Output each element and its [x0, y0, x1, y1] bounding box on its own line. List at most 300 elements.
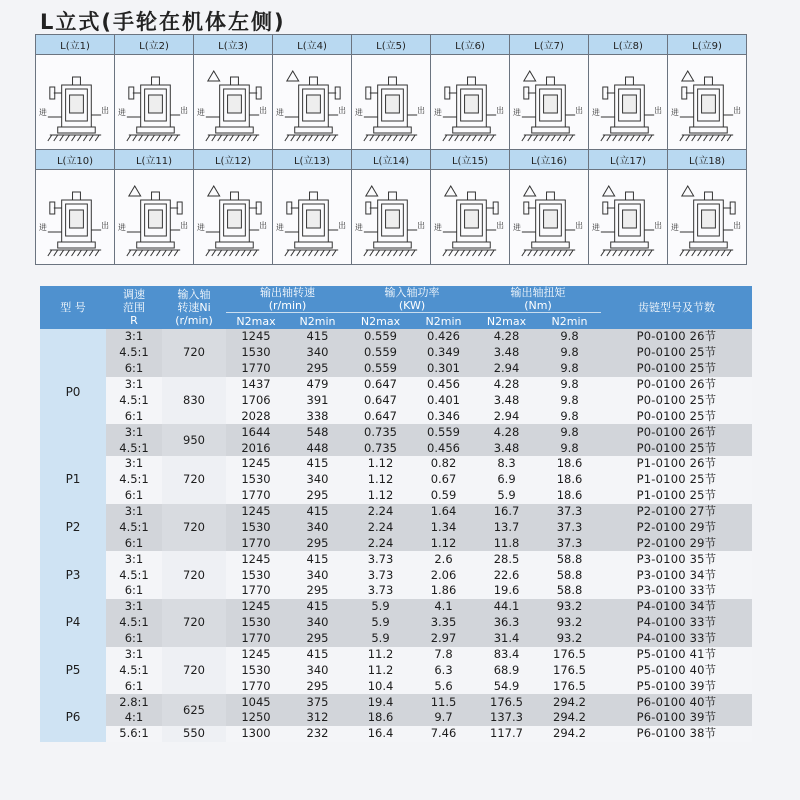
- input-label: 进: [670, 107, 679, 118]
- output-torque-max-cell: 83.4: [475, 647, 538, 663]
- table-row: [40, 361, 752, 377]
- input-power-min-cell: 3.35: [412, 615, 475, 631]
- table-row: [40, 424, 752, 440]
- output-speed-max-cell: 1530: [226, 615, 286, 631]
- input-power-min-cell: 0.349: [412, 345, 475, 361]
- input-speed-cell: 550: [162, 726, 226, 742]
- gearbox-diagram-icon: [115, 170, 193, 264]
- ratio-cell: 3:1: [106, 504, 162, 520]
- input-label: 进: [38, 107, 47, 118]
- input-speed-cell: 720: [162, 504, 226, 552]
- model-cell: P4: [40, 599, 106, 647]
- output-torque-max-cell: 19.6: [475, 583, 538, 599]
- output-label: 出: [259, 105, 268, 116]
- ratio-cell: 4.5:1: [106, 662, 162, 678]
- table-row: [40, 377, 752, 393]
- gearbox-diagram-icon: [352, 170, 430, 264]
- input-label: 进: [196, 107, 205, 118]
- output-speed-max-cell: 1245: [226, 599, 286, 615]
- output-speed-min-cell: 340: [286, 520, 349, 536]
- input-power-max-cell: 1.12: [349, 488, 412, 504]
- input-speed-cell: 720: [162, 647, 226, 695]
- output-speed-max-cell: 1250: [226, 710, 286, 726]
- output-torque-min-cell: 176.5: [538, 662, 601, 678]
- input-power-max-cell: 10.4: [349, 678, 412, 694]
- output-torque-max-cell: 6.9: [475, 472, 538, 488]
- input-power-min-cell: 7.8: [412, 647, 475, 663]
- output-speed-min-cell: 295: [286, 631, 349, 647]
- table-row: [40, 393, 752, 409]
- output-speed-min-cell: 232: [286, 726, 349, 742]
- table-row: [40, 599, 752, 615]
- output-speed-max-cell: 1770: [226, 678, 286, 694]
- gearbox-diagram-icon: [668, 170, 746, 264]
- output-speed-min-cell: 415: [286, 551, 349, 567]
- input-speed-cell: 720: [162, 551, 226, 599]
- header-model: 型 号: [40, 286, 106, 329]
- mounting-position-diagram: [36, 55, 115, 150]
- header-output-speed: 输出轴转速 (r/min): [226, 286, 349, 313]
- output-speed-max-cell: 1245: [226, 456, 286, 472]
- input-label: 进: [117, 107, 126, 118]
- chain-spec-cell: P0-0100 25节: [601, 440, 752, 456]
- gearbox-diagram-icon: [36, 55, 114, 149]
- input-power-min-cell: 0.346: [412, 408, 475, 424]
- input-power-max-cell: 3.73: [349, 551, 412, 567]
- input-power-max-cell: 16.4: [349, 726, 412, 742]
- input-power-max-cell: 5.9: [349, 615, 412, 631]
- input-label: 进: [354, 222, 363, 233]
- mounting-position-diagram: [668, 55, 747, 150]
- gearbox-diagram-icon: [194, 55, 272, 149]
- output-label: 出: [417, 105, 426, 116]
- header-output-torque: 输出轴扭矩 (Nm): [475, 286, 601, 313]
- input-label: 进: [591, 222, 600, 233]
- output-torque-min-cell: 9.8: [538, 345, 601, 361]
- table-row: [40, 694, 752, 710]
- output-speed-min-cell: 295: [286, 583, 349, 599]
- chain-spec-cell: P2-0100 27节: [601, 504, 752, 520]
- input-power-max-cell: 5.9: [349, 599, 412, 615]
- output-torque-max-cell: 117.7: [475, 726, 538, 742]
- input-power-max-cell: 0.647: [349, 377, 412, 393]
- output-torque-min-cell: 294.2: [538, 694, 601, 710]
- output-torque-max-cell: 2.94: [475, 361, 538, 377]
- mounting-position-label: L(立16): [510, 150, 589, 170]
- mounting-position-diagram: [589, 55, 668, 150]
- table-row: [40, 440, 752, 456]
- gearbox-diagram-icon: [273, 55, 351, 149]
- input-power-min-cell: 0.401: [412, 393, 475, 409]
- ratio-cell: 5.6:1: [106, 726, 162, 742]
- mounting-position-diagram: [273, 170, 352, 265]
- output-torque-min-cell: 93.2: [538, 599, 601, 615]
- chain-spec-cell: P0-0100 25节: [601, 408, 752, 424]
- ratio-cell: 6:1: [106, 678, 162, 694]
- table-row: [40, 615, 752, 631]
- output-speed-max-cell: 1245: [226, 647, 286, 663]
- mounting-position-label: L(立14): [352, 150, 431, 170]
- input-power-min-cell: 0.67: [412, 472, 475, 488]
- input-label: 进: [512, 222, 521, 233]
- input-power-max-cell: 0.735: [349, 440, 412, 456]
- input-power-max-cell: 2.24: [349, 504, 412, 520]
- output-label: 出: [654, 220, 663, 231]
- mounting-position-diagram: [668, 170, 747, 265]
- input-power-max-cell: 2.24: [349, 520, 412, 536]
- chain-spec-cell: P5-0100 39节: [601, 678, 752, 694]
- input-power-min-cell: 9.7: [412, 710, 475, 726]
- ratio-cell: 6:1: [106, 361, 162, 377]
- input-power-max-cell: 3.73: [349, 583, 412, 599]
- output-torque-max-cell: 4.28: [475, 424, 538, 440]
- output-label: 出: [101, 220, 110, 231]
- output-speed-max-cell: 1770: [226, 631, 286, 647]
- output-torque-max-cell: 176.5: [475, 694, 538, 710]
- output-speed-min-cell: 415: [286, 647, 349, 663]
- ratio-cell: 4.5:1: [106, 393, 162, 409]
- output-torque-max-cell: 44.1: [475, 599, 538, 615]
- gearbox-diagram-icon: [510, 170, 588, 264]
- mounting-position-diagram: [352, 55, 431, 150]
- output-torque-min-cell: 9.8: [538, 377, 601, 393]
- input-power-min-cell: 0.59: [412, 488, 475, 504]
- input-power-max-cell: 3.73: [349, 567, 412, 583]
- mounting-position-label: L(立3): [194, 35, 273, 55]
- output-label: 出: [496, 105, 505, 116]
- output-speed-min-cell: 312: [286, 710, 349, 726]
- input-power-max-cell: 5.9: [349, 631, 412, 647]
- output-speed-max-cell: 1045: [226, 694, 286, 710]
- mounting-position-label: L(立11): [115, 150, 194, 170]
- mounting-position-diagram: [194, 55, 273, 150]
- gearbox-diagram-icon: [589, 170, 667, 264]
- table-row: [40, 662, 752, 678]
- output-speed-min-cell: 340: [286, 662, 349, 678]
- chain-spec-cell: P3-0100 34节: [601, 567, 752, 583]
- input-label: 进: [117, 222, 126, 233]
- output-speed-max-cell: 2028: [226, 408, 286, 424]
- output-label: 出: [654, 105, 663, 116]
- ratio-cell: 3:1: [106, 456, 162, 472]
- output-torque-min-cell: 18.6: [538, 488, 601, 504]
- output-label: 出: [180, 220, 189, 231]
- mounting-position-diagram: [510, 55, 589, 150]
- chain-spec-cell: P4-0100 33节: [601, 631, 752, 647]
- input-power-max-cell: 0.647: [349, 393, 412, 409]
- output-speed-max-cell: 2016: [226, 440, 286, 456]
- output-torque-min-cell: 9.8: [538, 329, 601, 345]
- header-speed-n2min: N2min: [286, 313, 349, 330]
- output-torque-max-cell: 4.28: [475, 329, 538, 345]
- gearbox-diagram-icon: [668, 55, 746, 149]
- output-speed-min-cell: 340: [286, 567, 349, 583]
- ratio-cell: 6:1: [106, 488, 162, 504]
- output-torque-min-cell: 294.2: [538, 726, 601, 742]
- chain-spec-cell: P1-0100 25节: [601, 488, 752, 504]
- output-torque-max-cell: 16.7: [475, 504, 538, 520]
- input-power-min-cell: 2.6: [412, 551, 475, 567]
- input-label: 进: [38, 222, 47, 233]
- gearbox-diagram-icon: [352, 55, 430, 149]
- gearbox-diagram-icon: [510, 55, 588, 149]
- header-chain: 齿链型号及节数: [601, 286, 752, 329]
- ratio-cell: 3:1: [106, 599, 162, 615]
- header-power-n2max: N2max: [349, 313, 412, 330]
- input-power-min-cell: 6.3: [412, 662, 475, 678]
- output-torque-min-cell: 37.3: [538, 504, 601, 520]
- mounting-position-diagram: [194, 170, 273, 265]
- mounting-position-label: L(立18): [668, 150, 747, 170]
- input-label: 进: [512, 107, 521, 118]
- input-power-min-cell: 5.6: [412, 678, 475, 694]
- output-speed-max-cell: 1530: [226, 345, 286, 361]
- chain-spec-cell: P0-0100 25节: [601, 361, 752, 377]
- table-row: [40, 583, 752, 599]
- table-row: [40, 504, 752, 520]
- input-label: 进: [591, 107, 600, 118]
- output-torque-max-cell: 3.48: [475, 440, 538, 456]
- input-power-min-cell: 0.426: [412, 329, 475, 345]
- chain-spec-cell: P3-0100 33节: [601, 583, 752, 599]
- mounting-position-label: L(立13): [273, 150, 352, 170]
- output-label: 出: [338, 105, 347, 116]
- table-row: [40, 472, 752, 488]
- input-label: 进: [196, 222, 205, 233]
- output-torque-min-cell: 37.3: [538, 535, 601, 551]
- output-label: 出: [101, 105, 110, 116]
- output-label: 出: [259, 220, 268, 231]
- header-input-speed: 输入轴 转速Ni (r/min): [162, 286, 226, 329]
- mounting-position-diagram: [36, 170, 115, 265]
- header-torque-n2max: N2max: [475, 313, 538, 330]
- input-power-max-cell: 0.559: [349, 345, 412, 361]
- ratio-cell: 4.5:1: [106, 615, 162, 631]
- page-title: L立式(手轮在机体左侧): [40, 10, 286, 34]
- input-power-min-cell: 11.5: [412, 694, 475, 710]
- input-power-max-cell: 1.12: [349, 456, 412, 472]
- ratio-cell: 6:1: [106, 408, 162, 424]
- chain-spec-cell: P5-0100 40节: [601, 662, 752, 678]
- ratio-cell: 3:1: [106, 647, 162, 663]
- output-speed-max-cell: 1245: [226, 551, 286, 567]
- input-power-min-cell: 2.97: [412, 631, 475, 647]
- output-torque-max-cell: 4.28: [475, 377, 538, 393]
- input-label: 进: [433, 222, 442, 233]
- ratio-cell: 4.5:1: [106, 345, 162, 361]
- output-label: 出: [496, 220, 505, 231]
- ratio-cell: 3:1: [106, 329, 162, 345]
- mounting-position-diagram: [352, 170, 431, 265]
- output-torque-max-cell: 22.6: [475, 567, 538, 583]
- ratio-cell: 3:1: [106, 377, 162, 393]
- input-power-min-cell: 0.456: [412, 377, 475, 393]
- output-torque-min-cell: 9.8: [538, 424, 601, 440]
- table-row: [40, 488, 752, 504]
- output-torque-min-cell: 9.8: [538, 361, 601, 377]
- output-torque-max-cell: 28.5: [475, 551, 538, 567]
- chain-spec-cell: P0-0100 26节: [601, 329, 752, 345]
- output-speed-min-cell: 295: [286, 535, 349, 551]
- output-speed-max-cell: 1770: [226, 488, 286, 504]
- output-speed-min-cell: 415: [286, 456, 349, 472]
- input-power-min-cell: 2.06: [412, 567, 475, 583]
- output-speed-max-cell: 1437: [226, 377, 286, 393]
- input-power-min-cell: 4.1: [412, 599, 475, 615]
- output-torque-min-cell: 58.8: [538, 567, 601, 583]
- mounting-position-label: L(立6): [431, 35, 510, 55]
- output-torque-min-cell: 18.6: [538, 472, 601, 488]
- output-torque-max-cell: 2.94: [475, 408, 538, 424]
- table-row: [40, 520, 752, 536]
- mounting-position-diagram: [431, 170, 510, 265]
- table-row: [40, 408, 752, 424]
- output-speed-min-cell: 340: [286, 472, 349, 488]
- output-speed-max-cell: 1300: [226, 726, 286, 742]
- mounting-position-label: L(立10): [36, 150, 115, 170]
- table-row: [40, 345, 752, 361]
- chain-spec-cell: P6-0100 38节: [601, 726, 752, 742]
- output-speed-min-cell: 295: [286, 488, 349, 504]
- output-torque-min-cell: 294.2: [538, 710, 601, 726]
- output-speed-max-cell: 1530: [226, 662, 286, 678]
- mounting-position-label: L(立5): [352, 35, 431, 55]
- output-torque-max-cell: 68.9: [475, 662, 538, 678]
- output-speed-max-cell: 1770: [226, 535, 286, 551]
- output-torque-max-cell: 8.3: [475, 456, 538, 472]
- ratio-cell: 6:1: [106, 535, 162, 551]
- output-speed-min-cell: 295: [286, 361, 349, 377]
- chain-spec-cell: P2-0100 29节: [601, 535, 752, 551]
- output-speed-max-cell: 1770: [226, 361, 286, 377]
- gearbox-diagram-icon: [194, 170, 272, 264]
- gearbox-diagram-icon: [36, 170, 114, 264]
- input-power-max-cell: 19.4: [349, 694, 412, 710]
- output-torque-max-cell: 137.3: [475, 710, 538, 726]
- output-label: 出: [733, 220, 742, 231]
- table-row: [40, 551, 752, 567]
- gearbox-diagram-icon: [115, 55, 193, 149]
- input-speed-cell: 950: [162, 424, 226, 456]
- chain-spec-cell: P6-0100 39节: [601, 710, 752, 726]
- ratio-cell: 4.5:1: [106, 520, 162, 536]
- output-torque-min-cell: 9.8: [538, 393, 601, 409]
- output-torque-max-cell: 5.9: [475, 488, 538, 504]
- chain-spec-cell: P1-0100 25节: [601, 472, 752, 488]
- input-label: 进: [433, 107, 442, 118]
- chain-spec-cell: P4-0100 34节: [601, 599, 752, 615]
- output-speed-max-cell: 1770: [226, 583, 286, 599]
- header-input-power: 输入轴功率 (KW): [349, 286, 475, 313]
- input-label: 进: [670, 222, 679, 233]
- input-power-min-cell: 0.301: [412, 361, 475, 377]
- input-speed-cell: 625: [162, 694, 226, 726]
- output-label: 出: [575, 220, 584, 231]
- ratio-cell: 4:1: [106, 710, 162, 726]
- table-row: [40, 647, 752, 663]
- output-speed-min-cell: 375: [286, 694, 349, 710]
- gearbox-diagram-icon: [589, 55, 667, 149]
- chain-spec-cell: P0-0100 25节: [601, 393, 752, 409]
- input-speed-cell: 720: [162, 456, 226, 504]
- mounting-position-label: L(立7): [510, 35, 589, 55]
- output-torque-max-cell: 13.7: [475, 520, 538, 536]
- input-power-max-cell: 1.12: [349, 472, 412, 488]
- chain-spec-cell: P3-0100 35节: [601, 551, 752, 567]
- chain-spec-cell: P4-0100 33节: [601, 615, 752, 631]
- mounting-position-label: L(立12): [194, 150, 273, 170]
- output-speed-min-cell: 415: [286, 504, 349, 520]
- output-speed-min-cell: 340: [286, 345, 349, 361]
- output-torque-min-cell: 18.6: [538, 456, 601, 472]
- output-speed-min-cell: 391: [286, 393, 349, 409]
- ratio-cell: 4.5:1: [106, 567, 162, 583]
- chain-spec-cell: P5-0100 41节: [601, 647, 752, 663]
- input-power-min-cell: 0.82: [412, 456, 475, 472]
- table-row: [40, 567, 752, 583]
- gearbox-diagram-icon: [431, 170, 509, 264]
- output-label: 出: [575, 105, 584, 116]
- table-row: [40, 329, 752, 345]
- input-power-min-cell: 1.12: [412, 535, 475, 551]
- table-row: [40, 678, 752, 694]
- mounting-position-diagram: [589, 170, 668, 265]
- output-speed-min-cell: 340: [286, 615, 349, 631]
- mounting-position-diagram: [510, 170, 589, 265]
- ratio-cell: 6:1: [106, 631, 162, 647]
- output-speed-max-cell: 1530: [226, 520, 286, 536]
- gearbox-diagram-icon: [431, 55, 509, 149]
- mounting-position-label: L(立1): [36, 35, 115, 55]
- input-label: 进: [275, 222, 284, 233]
- output-speed-max-cell: 1530: [226, 567, 286, 583]
- output-torque-max-cell: 54.9: [475, 678, 538, 694]
- mounting-position-diagram: [431, 55, 510, 150]
- model-cell: P6: [40, 694, 106, 742]
- ratio-cell: 4.5:1: [106, 440, 162, 456]
- output-speed-max-cell: 1706: [226, 393, 286, 409]
- table-row: [40, 710, 752, 726]
- mounting-position-label: L(立15): [431, 150, 510, 170]
- output-speed-min-cell: 295: [286, 678, 349, 694]
- ratio-cell: 3:1: [106, 424, 162, 440]
- model-cell: P2: [40, 504, 106, 552]
- mounting-position-label: L(立17): [589, 150, 668, 170]
- input-label: 进: [275, 107, 284, 118]
- input-label: 进: [354, 107, 363, 118]
- ratio-cell: 2.8:1: [106, 694, 162, 710]
- mounting-position-diagram: [273, 55, 352, 150]
- input-speed-cell: 720: [162, 599, 226, 647]
- output-torque-min-cell: 176.5: [538, 647, 601, 663]
- output-torque-min-cell: 58.8: [538, 551, 601, 567]
- input-power-max-cell: 11.2: [349, 647, 412, 663]
- chain-spec-cell: P6-0100 40节: [601, 694, 752, 710]
- input-power-min-cell: 1.34: [412, 520, 475, 536]
- input-speed-cell: 720: [162, 329, 226, 377]
- model-cell: P1: [40, 456, 106, 504]
- mounting-position-diagram: [115, 170, 194, 265]
- table-row: [40, 631, 752, 647]
- input-power-max-cell: 2.24: [349, 535, 412, 551]
- output-speed-min-cell: 548: [286, 424, 349, 440]
- chain-spec-cell: P2-0100 29节: [601, 520, 752, 536]
- output-speed-min-cell: 338: [286, 408, 349, 424]
- gearbox-diagram-icon: [273, 170, 351, 264]
- table-row: [40, 456, 752, 472]
- header-power-n2min: N2min: [412, 313, 475, 330]
- mounting-position-label: L(立9): [668, 35, 747, 55]
